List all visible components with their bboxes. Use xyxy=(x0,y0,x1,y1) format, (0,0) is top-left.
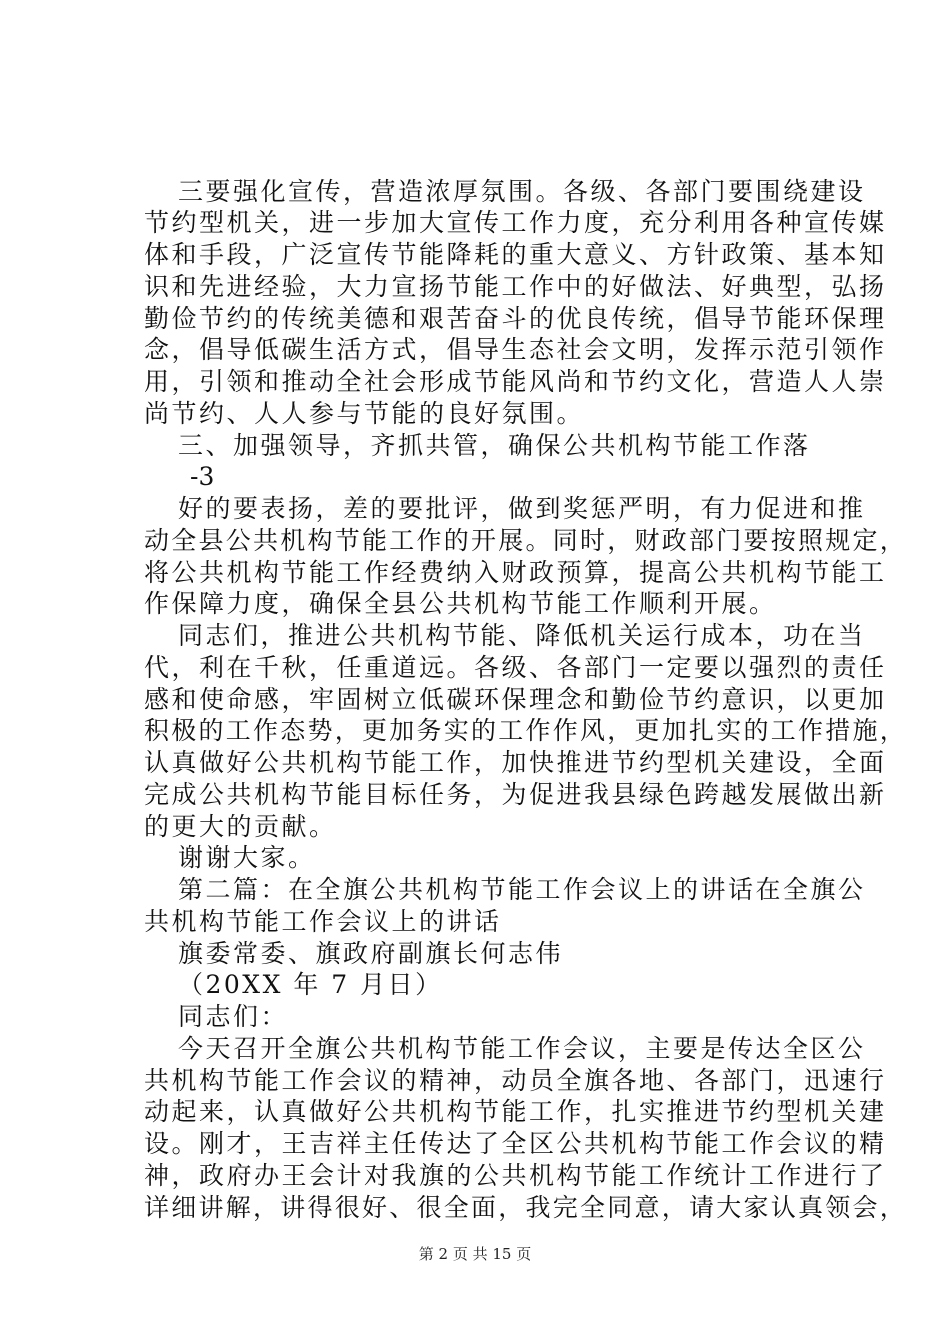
chapter-title: 共机构节能工作会议上的讲话 xyxy=(144,907,502,936)
section-heading: 三、加强领导，齐抓共管，确保公共机构节能工作落 xyxy=(178,431,811,460)
text-line: 节约型机关，进一步加大宣传工作力度，充分利用各种宣传媒 xyxy=(144,208,887,237)
text-line: 神，政府办王会计对我旗的公共机构节能工作统计工作进行了 xyxy=(144,1161,887,1190)
text-line: 用，引领和推动全社会形成节能风尚和节约文化，营造人人崇 xyxy=(144,367,887,396)
text-line: 谢谢大家。 xyxy=(178,843,316,872)
text-line: 三要强化宣传，营造浓厚氛围。各级、各部门要围绕建设 xyxy=(178,177,866,206)
text-line: 尚节约、人人参与节能的良好氛围。 xyxy=(144,399,585,428)
text-line: 设。刚才，王吉祥主任传达了全区公共机构节能工作会议的精 xyxy=(144,1129,887,1158)
text-line: 今天召开全旗公共机构节能工作会议，主要是传达全区公 xyxy=(178,1034,866,1063)
text-line: 感和使命感，牢固树立低碳环保理念和勤俭节约意识，以更加 xyxy=(144,685,887,714)
text-line: 完成公共机构节能目标任务，为促进我县绿色跨越发展做出新 xyxy=(144,780,887,809)
speaker-line: 旗委常委、旗政府副旗长何志伟 xyxy=(178,939,564,968)
text-line: 好的要表扬，差的要批评，做到奖惩严明，有力促进和推 xyxy=(178,494,866,523)
text-line: 动全县公共机构节能工作的开展。同时，财政部门要按照规定， xyxy=(144,526,908,555)
date-line: （20XX 年 7 月日） xyxy=(178,970,443,999)
salutation: 同志们： xyxy=(178,1002,289,1031)
text-line: 详细讲解，讲得很好、很全面，我完全同意，请大家认真领会， xyxy=(144,1193,908,1222)
text-line: 识和先进经验，大力宣扬节能工作中的好做法、好典型，弘扬 xyxy=(144,272,887,301)
page-footer: 第 2 页 共 15 页 xyxy=(418,1245,532,1263)
text-line: 念，倡导低碳生活方式，倡导生态社会文明，发挥示范引领作 xyxy=(144,335,887,364)
text-line: 动起来，认真做好公共机构节能工作，扎实推进节约型机关建 xyxy=(144,1097,887,1126)
text-line: 作保障力度，确保全县公共机构节能工作顺利开展。 xyxy=(144,589,777,618)
text-line: 共机构节能工作会议的精神，动员全旗各地、各部门，迅速行 xyxy=(144,1066,887,1095)
text-line: 认真做好公共机构节能工作，加快推进节约型机关建设，全面 xyxy=(144,748,887,777)
chapter-title: 第二篇：在全旗公共机构节能工作会议上的讲话在全旗公 xyxy=(178,875,866,904)
text-line: 的更大的贡献。 xyxy=(144,812,337,841)
text-line: 代，利在千秋，任重道远。各级、各部门一定要以强烈的责任 xyxy=(144,653,887,682)
page-marker: -3 xyxy=(190,462,215,491)
text-line: 体和手段，广泛宣传节能降耗的重大意义、方针政策、基本知 xyxy=(144,240,887,269)
text-line: 积极的工作态势，更加务实的工作作风，更加扎实的工作措施， xyxy=(144,716,908,745)
text-line: 勤俭节约的传统美德和艰苦奋斗的优良传统，倡导节能环保理 xyxy=(144,304,887,333)
text-line: 同志们，推进公共机构节能、降低机关运行成本，功在当 xyxy=(178,621,866,650)
text-line: 将公共机构节能工作经费纳入财政预算，提高公共机构节能工 xyxy=(144,558,887,587)
